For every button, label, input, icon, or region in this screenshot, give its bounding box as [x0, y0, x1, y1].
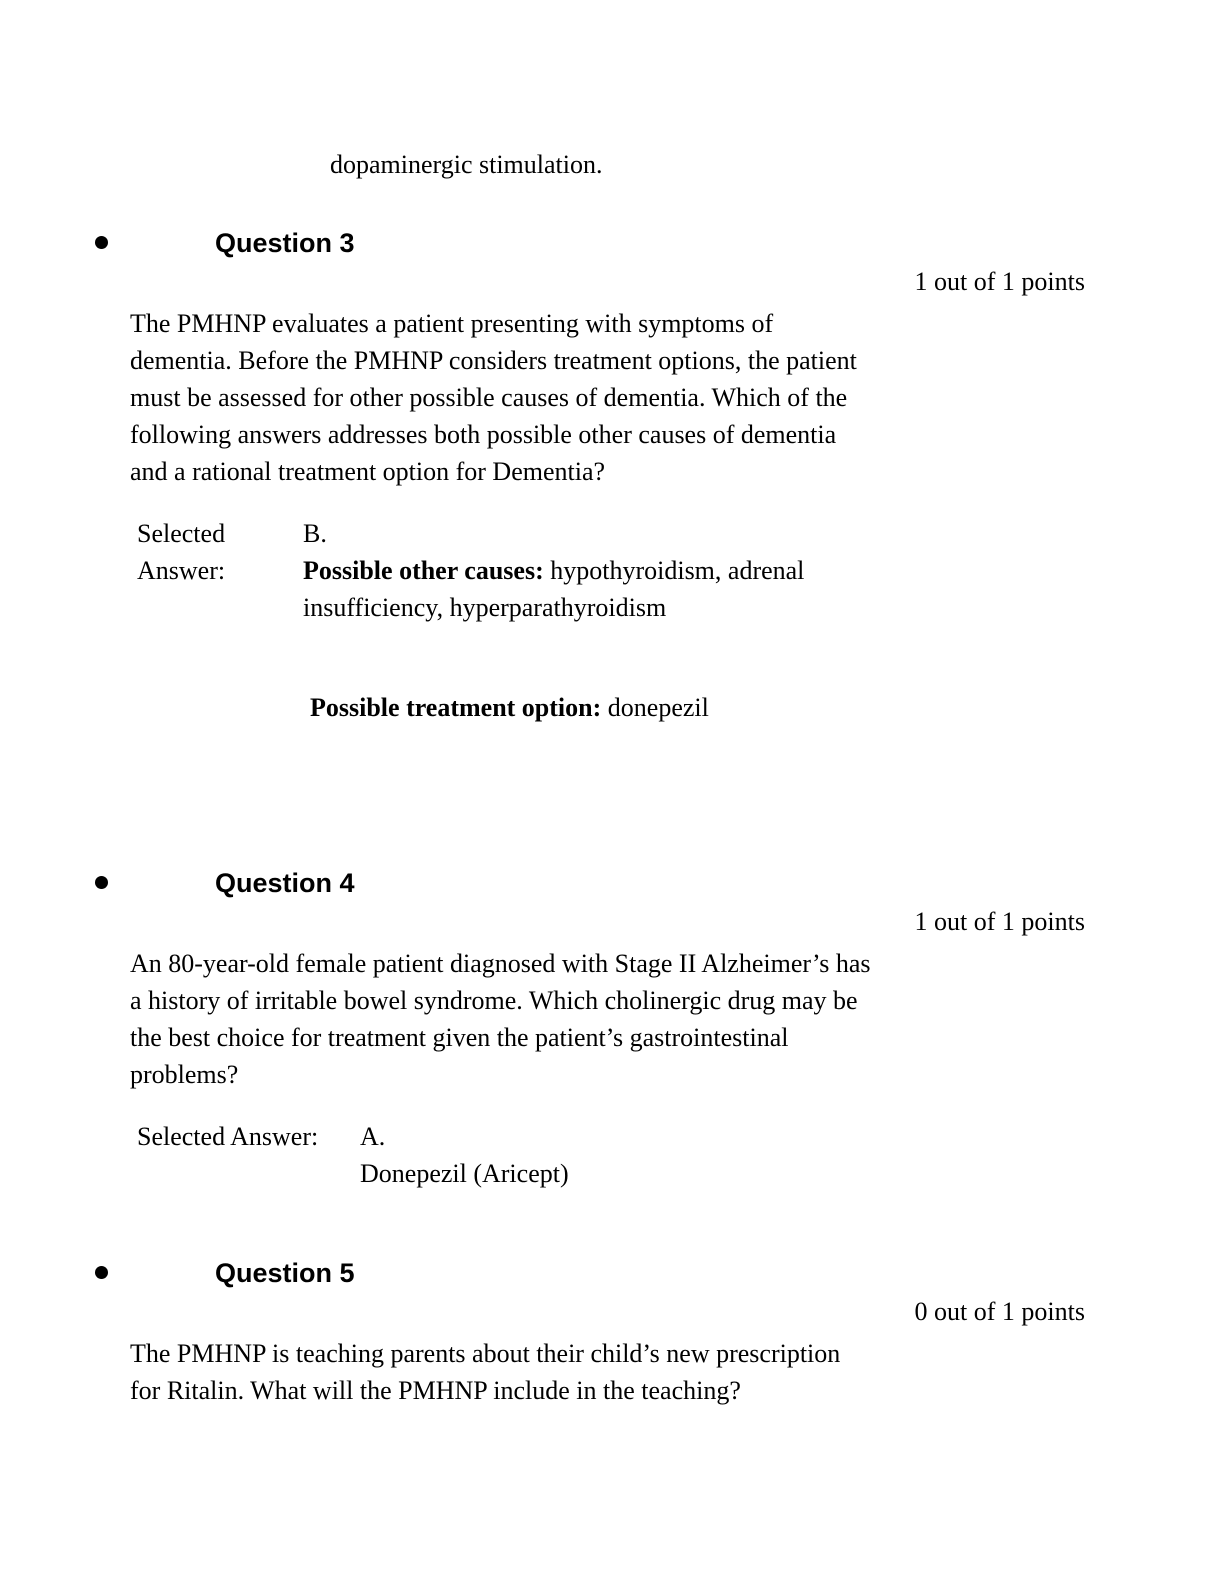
selected-answer-block: [130, 515, 1085, 626]
carryover-text: dopaminergic stimulation.: [330, 150, 603, 179]
question-body: [130, 945, 1085, 1093]
body-line: for Ritalin. What will the PMHNP include in the teaching?: [130, 1376, 741, 1405]
answer-treatment-label: Possible treatment option:: [310, 693, 602, 722]
question-body: [130, 305, 1085, 490]
question-title: Question 5: [215, 1258, 355, 1288]
answer-causes: [303, 552, 933, 626]
body-line: following answers addresses both possible other causes of dementia: [130, 420, 837, 449]
question-header: [130, 1256, 1085, 1290]
answer-treatment: [310, 689, 1010, 726]
body-line: The PMHNP evaluates a patient presenting with symptoms of: [130, 309, 774, 338]
body-line: The PMHNP is teaching parents about their child’s new prescription: [130, 1339, 841, 1368]
question-points: 1 out of 1 points: [914, 267, 1085, 296]
selected-answer-label: Selected Answer:: [137, 519, 226, 585]
question-3-section: [130, 226, 1085, 726]
body-line: An 80-year-old female patient diagnosed with Stage II Alzheimer’s has: [130, 949, 871, 978]
answer-text: Donepezil (Aricept): [360, 1159, 569, 1188]
answer-treatment-text: donepezil: [601, 693, 709, 722]
answer-causes-text: hypothyroidism, adrenal insufficiency, hyperparathyroidism: [303, 556, 805, 622]
body-line: and a rational treatment option for Dementia?: [130, 457, 606, 486]
question-points: 0 out of 1 points: [914, 1297, 1085, 1326]
bullet-icon: [95, 876, 108, 889]
body-line: a history of irritable bowel syndrome. Which cholinergic drug may be: [130, 986, 858, 1015]
answer-letter: B.: [303, 519, 327, 548]
question-title: Question 3: [215, 228, 355, 258]
answer-letter: A.: [360, 1122, 386, 1151]
body-line: problems?: [130, 1060, 239, 1089]
answer-causes-label: Possible other causes:: [303, 556, 544, 585]
selected-answer-block: [130, 1118, 1085, 1192]
body-line: dementia. Before the PMHNP considers treatment options, the patient: [130, 346, 857, 375]
question-5-section: [130, 1256, 1085, 1409]
bullet-icon: [95, 236, 108, 249]
body-line: must be assessed for other possible causes of dementia. Which of the: [130, 383, 848, 412]
selected-answer-label: Selected Answer:: [137, 1122, 319, 1151]
selected-answer-value: [303, 515, 1085, 626]
question-4-section: [130, 866, 1085, 1192]
question-body: [130, 1335, 1085, 1409]
question-header: [130, 866, 1085, 900]
question-points: 1 out of 1 points: [914, 907, 1085, 936]
bullet-icon: [95, 1266, 108, 1279]
body-line: the best choice for treatment given the patient’s gastrointestinal: [130, 1023, 789, 1052]
question-title: Question 4: [215, 868, 355, 898]
question-header: [130, 226, 1085, 260]
selected-answer-value: [360, 1118, 1085, 1192]
